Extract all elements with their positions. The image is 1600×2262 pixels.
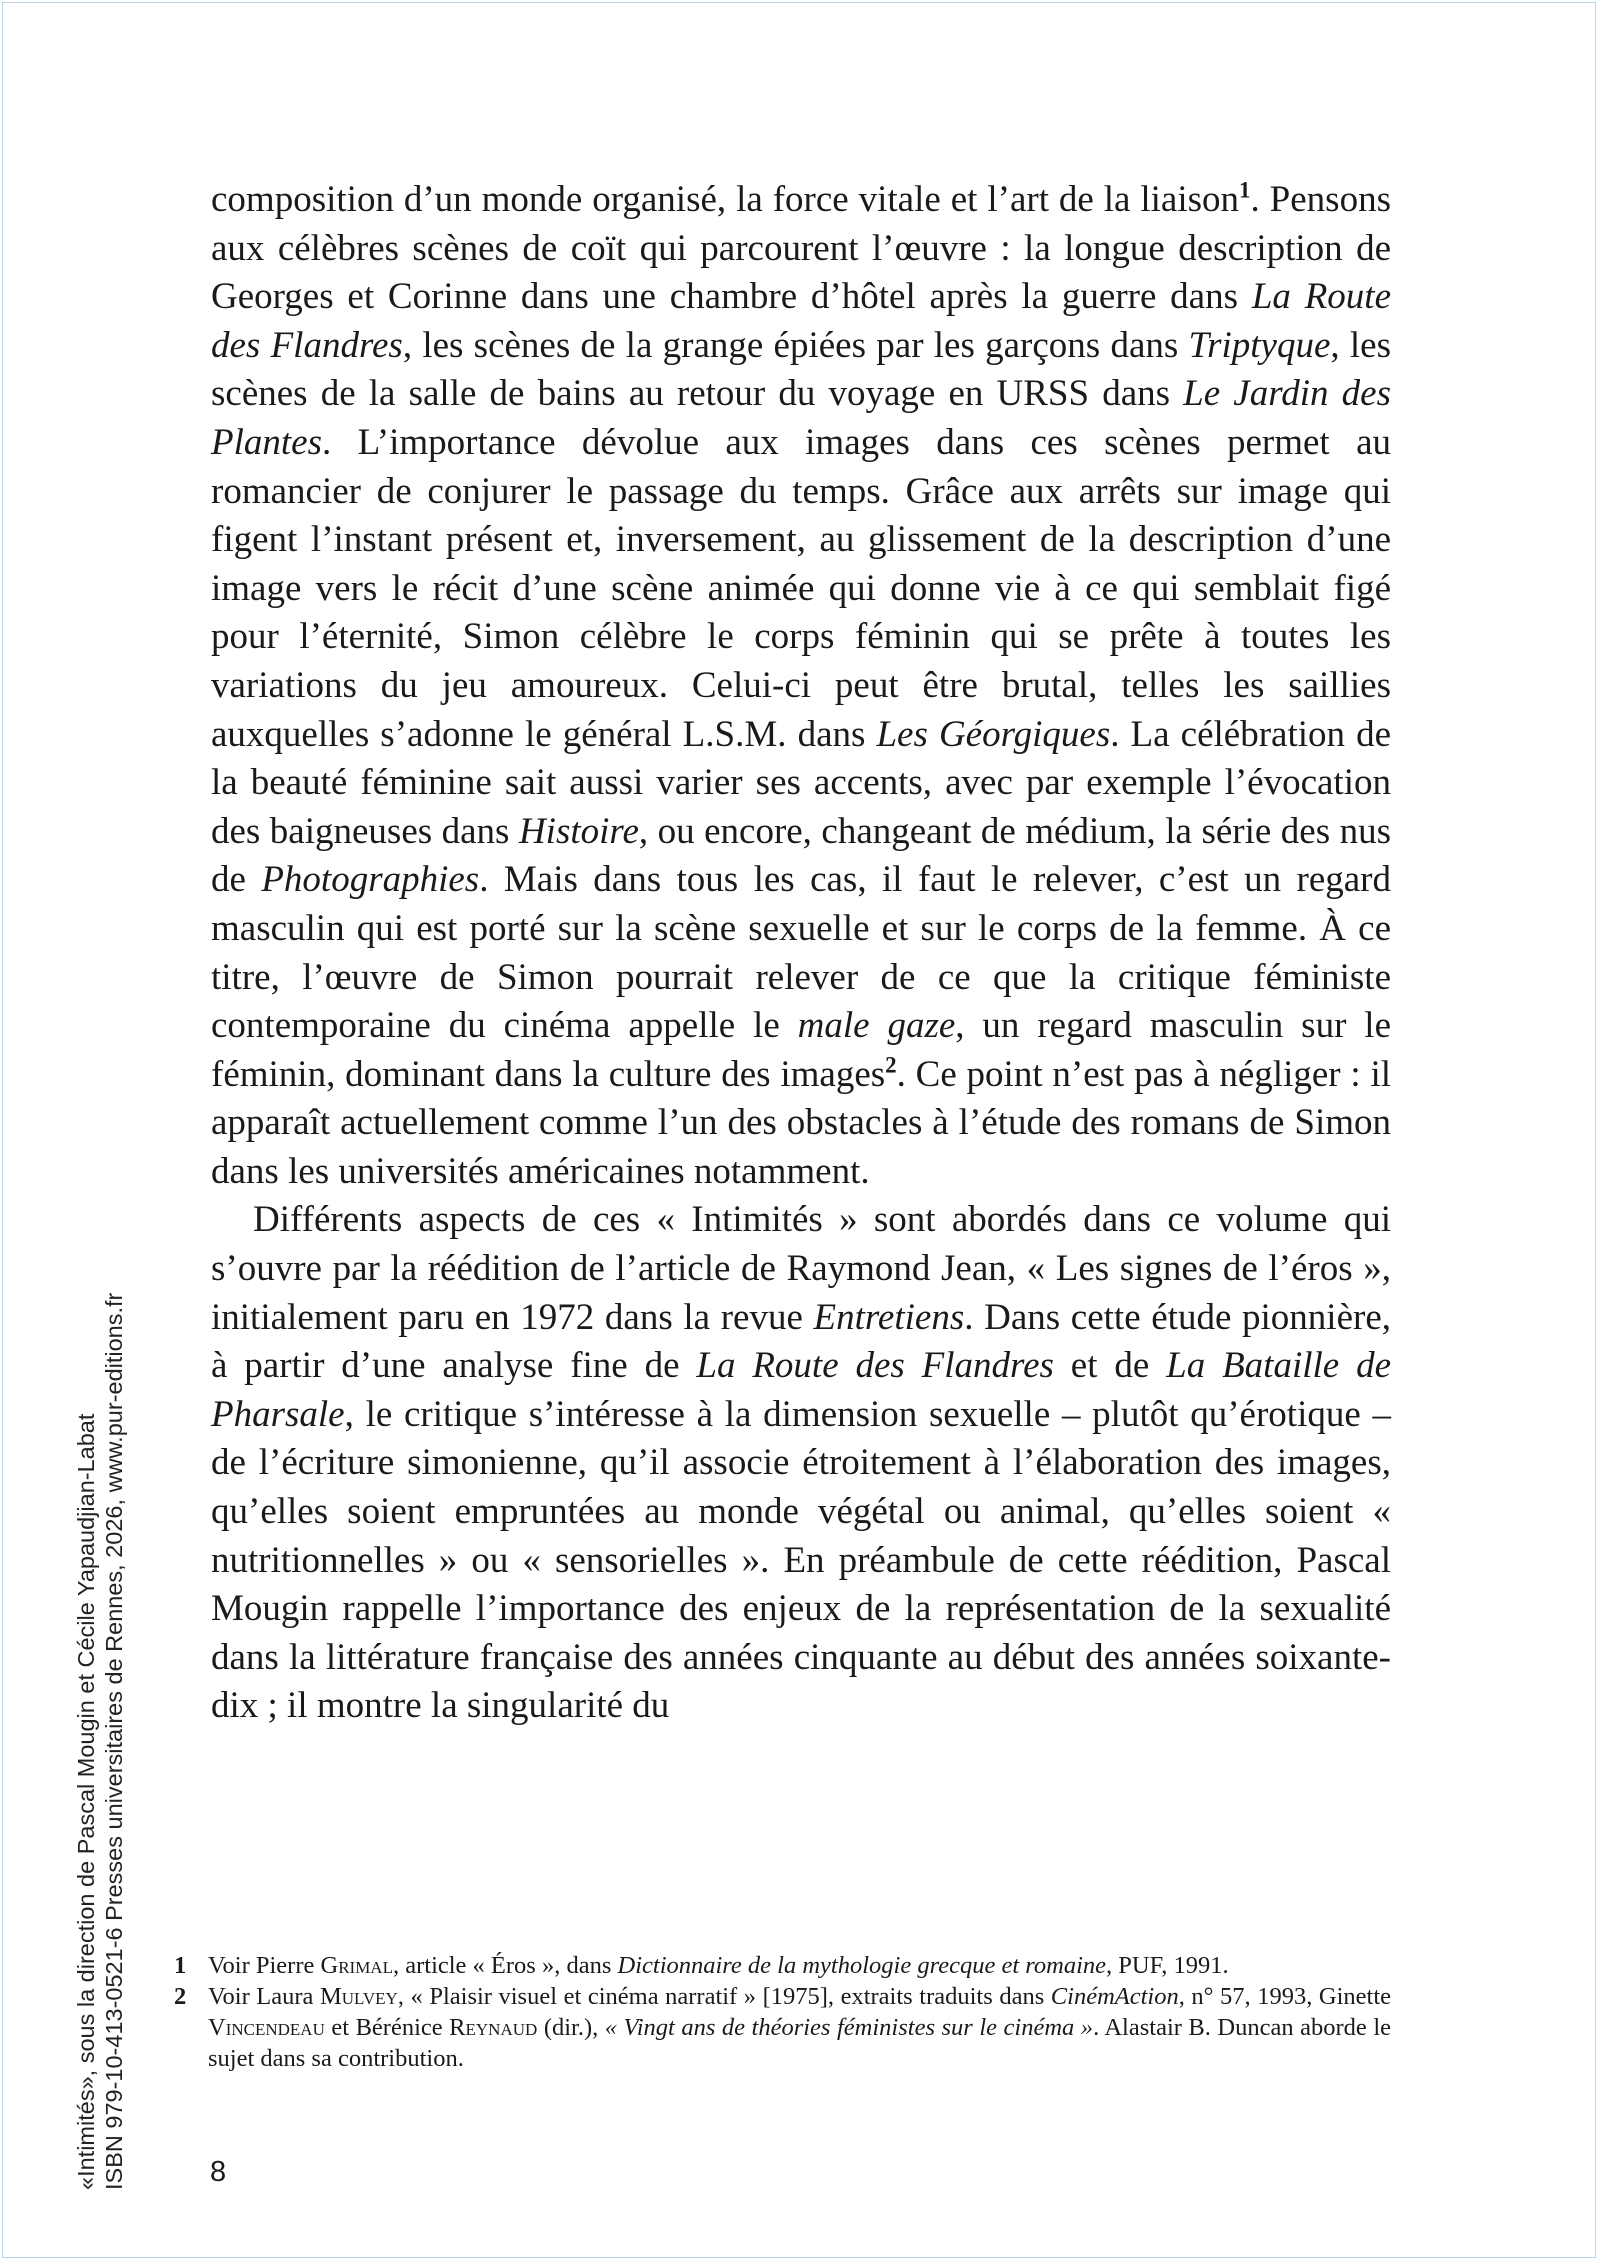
text-span: et Bérénice xyxy=(324,2014,450,2041)
footnote-ref-1[interactable]: 1 xyxy=(1239,177,1251,203)
footnote-text xyxy=(208,1981,1391,2074)
text-span: . L’importance dévolue aux images dans ces scènes permet au romancier de conjurer le passage du temps. Grâce aux arrêts sur image qui figent l’instant présent et, inversement, au glissement de la description d’une image vers le récit d’une scène animée qui donne vie à ce qui semblait figé pour l’éternité, Simon célèbre le corps féminin qui se prête à toutes les variations du jeu amoureux. Celui-ci peut être brutal, telles les saillies auxquelles s’adonne le général L.S.M. dans xyxy=(211,421,1391,755)
text-span: et de xyxy=(1053,1345,1167,1387)
page-number: 8 xyxy=(210,2156,227,2188)
text-span: . Ce point n’est pas à négliger : il apparaît actuellement comme l’un des obstacles à l’étude des romans de Simon dans les universités américaines notamment. xyxy=(211,1053,1391,1192)
side-credit-line-2: ISBN 979-10-413-0521-6 Presses universitaires de Rennes, 2026, www.pur-editions.fr xyxy=(101,1292,127,2190)
title-italic: Histoire xyxy=(518,810,639,852)
text-span: Voir Laura xyxy=(208,1983,320,2010)
footnotes xyxy=(174,1950,1391,2074)
text-span: . Alastair B. Duncan aborde le sujet dans sa contribution. xyxy=(208,2014,1391,2072)
text-span: , « Plaisir visuel et cinéma narratif » [1975], extraits traduits dans xyxy=(397,1983,1051,2010)
title-italic: La Route des Flandres xyxy=(211,276,1391,366)
paragraph-2 xyxy=(211,1196,1391,1731)
title-italic: CinémAction xyxy=(1050,1983,1179,2010)
text-span: , n° 57, 1993, Ginette xyxy=(1178,1983,1392,2010)
author-name: Reynaud xyxy=(449,2014,538,2041)
text-span: . Mais dans tous les cas, il faut le relever, c’est un regard masculin qui est porté sur la scène sexuelle et sur le corps de la femme. À ce titre, l’œuvre de Simon pourrait relever de ce que la critique féministe contemporaine du cinéma appelle le xyxy=(211,859,1391,1047)
text-span: . La célébration de la beauté féminine sait aussi varier ses accents, avec par exemple l’évocation des baigneuses dans xyxy=(211,713,1392,852)
body-text xyxy=(211,176,1391,1731)
text-span: . Dans cette étude pionnière, à partir d’une analyse fine de xyxy=(211,1296,1391,1387)
text-span: . Pensons aux célèbres scènes de coït qui parcourent l’œuvre : la longue description de Georges et Corinne dans une chambre d’hôtel après la guerre dans xyxy=(211,179,1391,318)
text-span: , ou encore, changeant de médium, la série des nus de xyxy=(211,810,1391,901)
footnote-2 xyxy=(174,1981,1391,2074)
text-span: , les scènes de la salle de bains au retour du voyage en URSS dans xyxy=(211,324,1391,415)
text-span: composition d’un monde organisé, la force vitale et l’art de la liaison xyxy=(211,179,1240,220)
text-span: , PUF, 1991. xyxy=(1106,1952,1229,1979)
text-span: , un regard masculin sur le féminin, dominant dans la culture des images xyxy=(211,1005,1391,1095)
footnote-1 xyxy=(174,1950,1391,1981)
side-credit-line-1: «Intimités», sous la direction de Pascal Mougin et Cécile Yapaudjian-Labat xyxy=(73,1413,99,2190)
author-name: Vincendeau xyxy=(208,2014,325,2041)
term-italic: male gaze xyxy=(797,1005,956,1047)
title-italic: La Bataille de Pharsale xyxy=(211,1345,1391,1435)
footnote-number: 2 xyxy=(174,1983,187,2010)
side-credit xyxy=(72,1060,128,2190)
text-span: , les scènes de la grange épiées par les garçons dans xyxy=(402,324,1189,366)
title-italic: Dictionnaire de la mythologie grecque et romaine xyxy=(617,1952,1107,1979)
title-italic: Les Géorgiques xyxy=(876,713,1111,755)
text-span: Différents aspects de ces « Intimités » sont abordés dans ce volume qui s’ouvre par la réédition de l’article de Raymond Jean, « Les signes de l’éros », initialement paru en 1972 dans la revue xyxy=(211,1199,1391,1338)
paragraph-1 xyxy=(211,176,1391,1196)
title-italic: La Route des Flandres xyxy=(696,1345,1054,1387)
text-span: , article « Éros », dans xyxy=(392,1952,618,1979)
title-italic: Triptyque xyxy=(1188,324,1331,366)
footnote-ref-2[interactable]: 2 xyxy=(885,1051,897,1077)
text-span: , le critique s’intéresse à la dimension sexuelle – plutôt qu’érotique – de l’écriture simonienne, qu’il associe étroitement à l’élaboration des images, qu’elles soient empruntées au monde végétal ou animal, qu’elles soient « nutritionnelles » ou « sensorielles ». En préambule de cette réédition, Pascal Mougin rappelle l’importance des enjeux de la représentation de la sexualité dans la littérature française des années cinquante au début des années soixante-dix ; il montre la singularité du xyxy=(211,1393,1391,1727)
title-italic: Photographies xyxy=(261,859,480,901)
title-italic: « Vingt ans de théories féministes sur le cinéma » xyxy=(604,2014,1094,2041)
title-italic: Entretiens xyxy=(813,1296,965,1338)
author-name: Grimal xyxy=(320,1952,393,1979)
title-italic: Le Jardin des Plantes xyxy=(211,373,1391,463)
footnote-text xyxy=(208,1950,1391,1981)
text-span: (dir.), xyxy=(537,2014,605,2041)
footnote-number: 1 xyxy=(174,1952,187,1979)
author-name: Mulvey xyxy=(320,1983,398,2010)
text-span: Voir Pierre xyxy=(208,1952,321,1979)
